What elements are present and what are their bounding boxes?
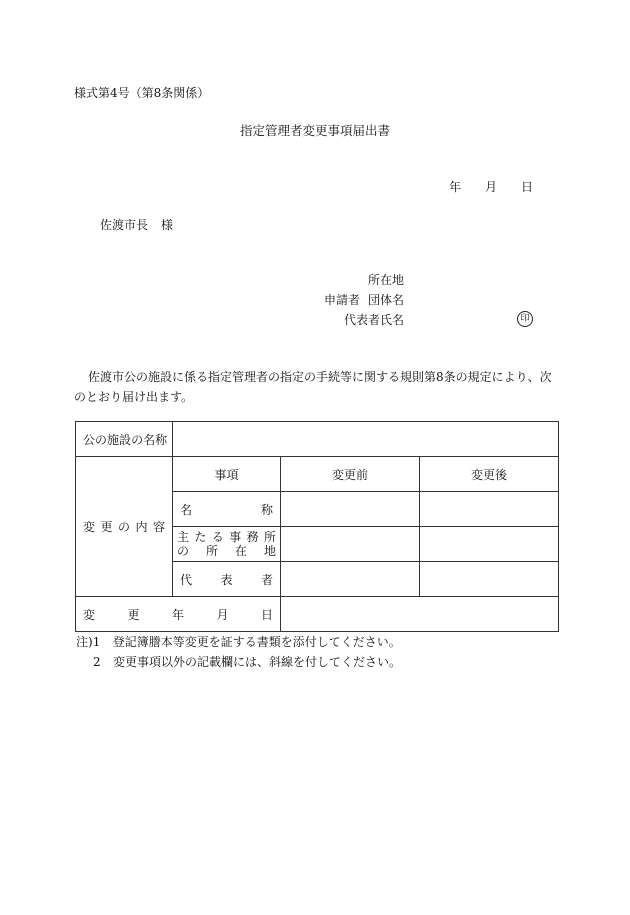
note-1-text: 登記簿謄本等変更を証する書類を添付してください。 — [112, 635, 401, 649]
applicant-org-row — [324, 294, 404, 306]
label-char: 事 — [229, 530, 242, 544]
note-1-number: 1 — [92, 635, 101, 649]
date-month: 月 — [484, 180, 497, 194]
label-char: 在 — [234, 544, 247, 558]
addressee-name: 佐渡市長 — [100, 218, 149, 232]
seal-mark: 印 — [517, 311, 533, 327]
facility-name-label — [76, 431, 172, 448]
note-2 — [76, 652, 401, 672]
label-char: 内 — [135, 520, 148, 534]
note-2-text: 変更事項以外の記載欄には、斜線を付してください。 — [113, 655, 402, 669]
label-char: 年 — [171, 607, 184, 622]
label-char: 主 — [177, 530, 190, 544]
facility-name-label-cell — [76, 422, 173, 457]
change-content-label — [76, 518, 172, 535]
label-char: 者 — [260, 572, 273, 587]
label-char: 務 — [246, 530, 259, 544]
addressee — [100, 219, 173, 231]
change-content-label-cell — [76, 457, 173, 597]
col-item-header: 事項 — [173, 457, 281, 492]
label-char: 日 — [260, 607, 273, 622]
col-after-header: 変更後 — [420, 457, 559, 492]
label-char: 名 — [180, 502, 193, 517]
label-char: の — [177, 544, 190, 558]
row-office-label-cell — [173, 527, 281, 562]
date-line — [449, 181, 533, 193]
label-char: 称 — [260, 502, 273, 517]
date-year: 年 — [449, 180, 462, 194]
label-char: 更 — [100, 520, 113, 534]
change-date-label-cell — [76, 597, 281, 632]
applicant-address-row — [368, 274, 404, 286]
row-office-label-line1 — [177, 530, 276, 544]
label-char: 設 — [119, 432, 132, 447]
rep-label: 代表者氏名 — [343, 313, 404, 327]
form-number: 様式第4号（第8条関係） — [74, 86, 210, 100]
label-char: 公 — [83, 432, 96, 447]
body-paragraph — [74, 367, 562, 407]
label-char: の — [117, 520, 130, 534]
document-title: 指定管理者変更事項届出書 — [239, 123, 390, 138]
address-label: 所在地 — [367, 273, 404, 287]
note-2-number: 2 — [93, 655, 101, 669]
change-date-label — [76, 606, 280, 623]
label-char: 更 — [127, 607, 140, 622]
label-char: 代 — [180, 572, 193, 587]
label-char: 変 — [83, 607, 96, 622]
label-char: 所 — [205, 544, 218, 558]
office-after-cell[interactable] — [420, 527, 559, 562]
label-char: 所 — [263, 530, 276, 544]
row-name-label-cell — [173, 492, 281, 527]
facility-name-input-cell[interactable] — [173, 422, 559, 457]
note-1 — [76, 632, 401, 652]
applicant-role-label: 申請者 — [323, 293, 360, 307]
change-date-input-cell[interactable] — [281, 597, 559, 632]
row-rep-label — [173, 571, 280, 588]
notes — [76, 632, 401, 672]
label-char: る — [211, 530, 224, 544]
label-char: の — [95, 432, 108, 447]
label-char: 月 — [216, 607, 229, 622]
rep-after-cell[interactable] — [420, 562, 559, 597]
label-char: の — [131, 432, 144, 447]
org-label: 団体名 — [367, 293, 404, 307]
label-char: 称 — [155, 432, 168, 447]
office-before-cell[interactable] — [281, 527, 420, 562]
row-name-label — [173, 501, 280, 518]
body-text: 佐渡市公の施設に係る指定管理者の指定の手続等に関する規則第8条の規定により、次のとおり届け出ます。 — [74, 370, 552, 404]
label-char: た — [194, 530, 207, 544]
label-char: 変 — [83, 520, 96, 534]
name-before-cell[interactable] — [281, 492, 420, 527]
label-char: 容 — [152, 520, 165, 534]
name-after-cell[interactable] — [420, 492, 559, 527]
row-rep-label-cell — [173, 562, 281, 597]
label-char: 名 — [143, 432, 156, 447]
notes-prefix: 注) — [76, 635, 93, 649]
date-day: 日 — [520, 180, 533, 194]
label-char: 施 — [107, 432, 120, 447]
label-char: 地 — [263, 544, 276, 558]
row-office-label — [173, 530, 280, 558]
col-before-header: 変更前 — [281, 457, 420, 492]
facility-name-row — [76, 422, 559, 457]
change-date-row — [76, 597, 559, 632]
applicant-rep-row — [344, 314, 404, 326]
row-office-label-line2 — [177, 544, 276, 558]
rep-before-cell[interactable] — [281, 562, 420, 597]
label-char: 表 — [220, 572, 233, 587]
change-details-table — [75, 421, 559, 632]
addressee-honorific: 様 — [161, 218, 174, 232]
column-header-row — [76, 457, 559, 492]
